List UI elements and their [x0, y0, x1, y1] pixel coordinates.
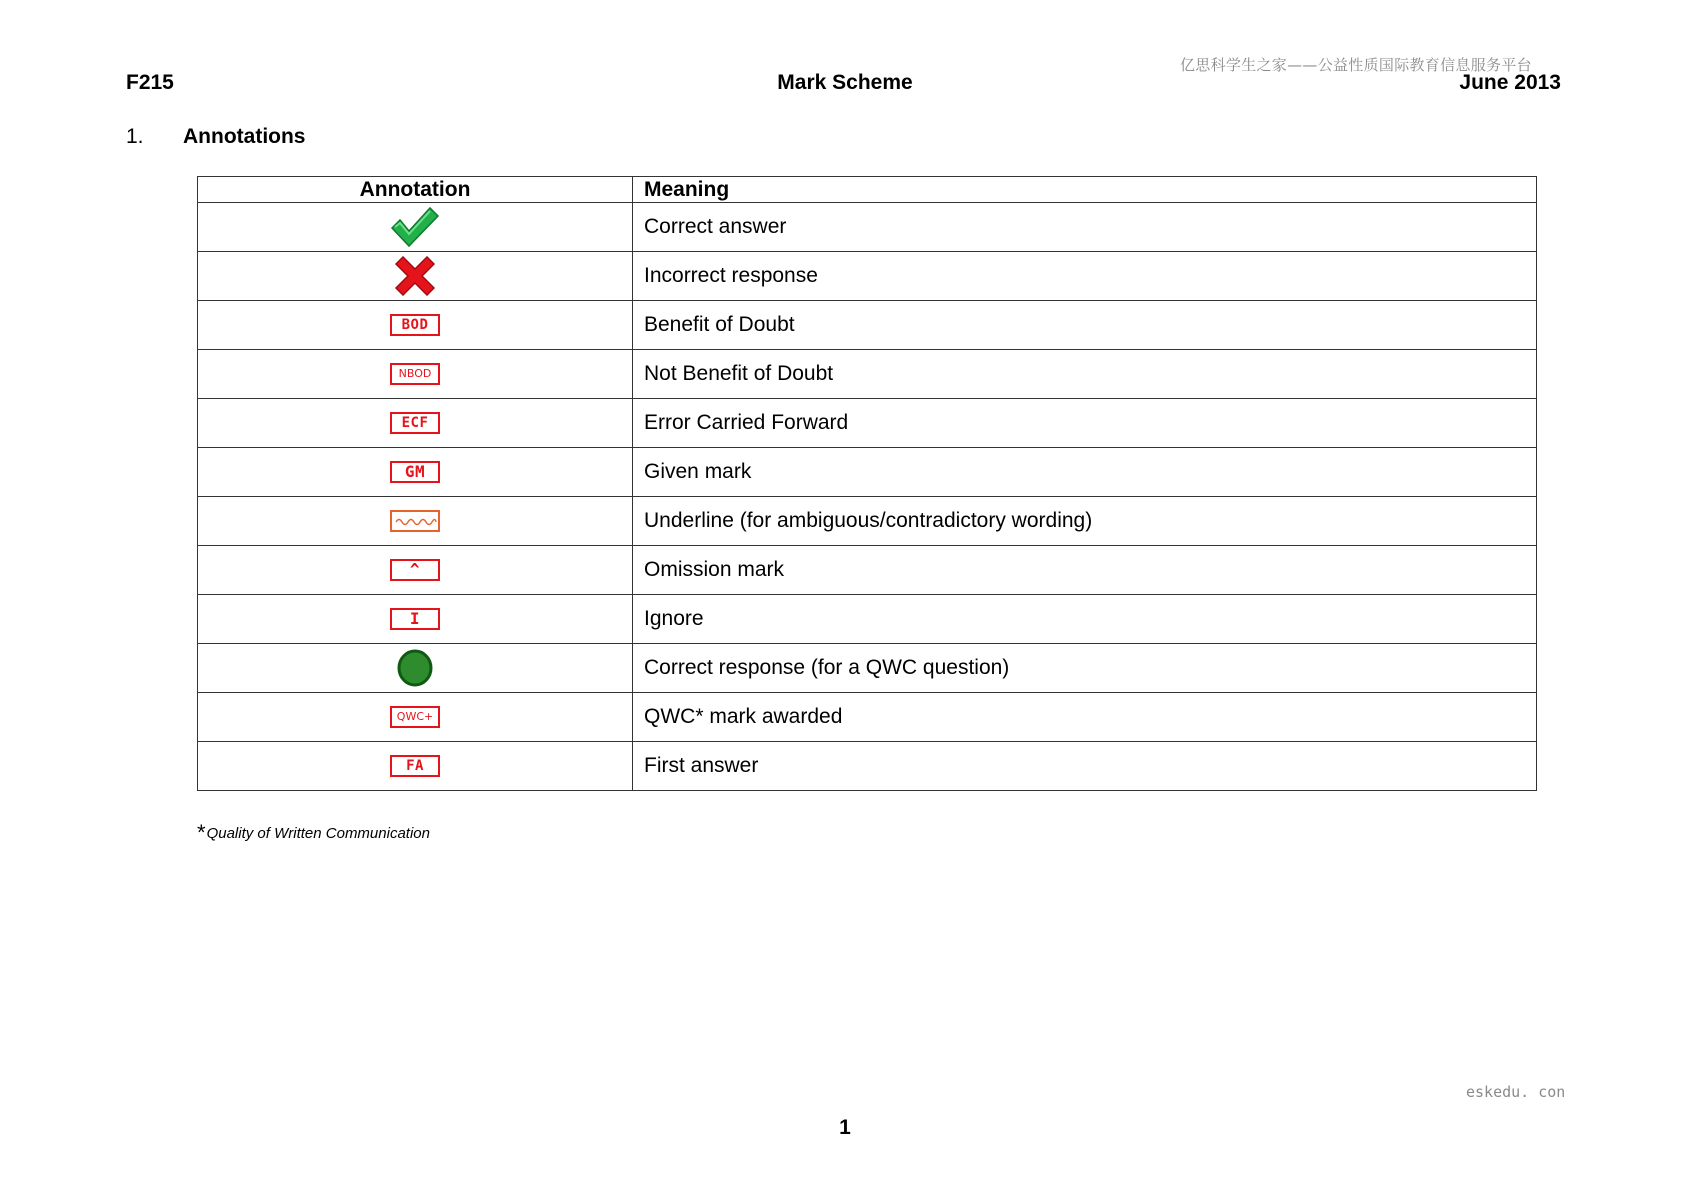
section-number: 1. [126, 125, 144, 148]
annotations-table [197, 176, 1537, 791]
ecf-badge-icon: ECF [390, 412, 440, 434]
page-number: 1 [839, 1116, 851, 1139]
meaning-text: Correct response (for a QWC question) [633, 644, 1537, 693]
table-row [198, 203, 1537, 252]
meaning-text: Given mark [633, 448, 1537, 497]
footnote [197, 820, 430, 846]
omission-caret-badge-icon: ^ [390, 559, 440, 581]
column-header-meaning: Meaning [633, 177, 1537, 203]
footnote-marker: * [197, 820, 206, 845]
bod-badge-icon: BOD [390, 314, 440, 336]
nbod-badge-icon: NBOD [390, 363, 440, 385]
meaning-text: Underline (for ambiguous/contradictory wording) [633, 497, 1537, 546]
table-row [198, 252, 1537, 301]
qwc-plus-badge-icon: QWC+ [390, 706, 440, 728]
meaning-text: Benefit of Doubt [633, 301, 1537, 350]
table-header-row [198, 177, 1537, 203]
meaning-text: Error Carried Forward [633, 399, 1537, 448]
header-date: June 2013 [1459, 71, 1561, 94]
meaning-text: Ignore [633, 595, 1537, 644]
meaning-text: Not Benefit of Doubt [633, 350, 1537, 399]
meaning-text: Incorrect response [633, 252, 1537, 301]
section-title: Annotations [183, 125, 306, 148]
watermark-bottom: eskedu. con [1466, 1083, 1566, 1101]
table-row [198, 742, 1537, 791]
table-row [198, 350, 1537, 399]
ignore-badge-icon: I [390, 608, 440, 630]
table-row [198, 301, 1537, 350]
table-row [198, 448, 1537, 497]
table-row [198, 693, 1537, 742]
meaning-text: First answer [633, 742, 1537, 791]
table-row [198, 399, 1537, 448]
cross-icon [393, 256, 437, 296]
fa-badge-icon: FA [390, 755, 440, 777]
gm-badge-icon: GM [390, 461, 440, 483]
green-circle-icon [396, 648, 434, 688]
section-heading [126, 125, 305, 149]
meaning-text: QWC* mark awarded [633, 693, 1537, 742]
table-row [198, 644, 1537, 693]
table-row [198, 497, 1537, 546]
wavy-underline-badge-icon [390, 510, 440, 532]
footnote-text: Quality of Written Communication [206, 825, 430, 842]
table-row [198, 595, 1537, 644]
meaning-text: Correct answer [633, 203, 1537, 252]
watermark-top: 亿思科学生之家——公益性质国际教育信息服务平台 [1180, 56, 1532, 74]
table-row [198, 546, 1537, 595]
meaning-text: Omission mark [633, 546, 1537, 595]
column-header-annotation: Annotation [198, 177, 633, 203]
header-paper-code: F215 [126, 71, 174, 94]
check-mark-icon [390, 206, 440, 248]
header-title: Mark Scheme [777, 71, 913, 94]
